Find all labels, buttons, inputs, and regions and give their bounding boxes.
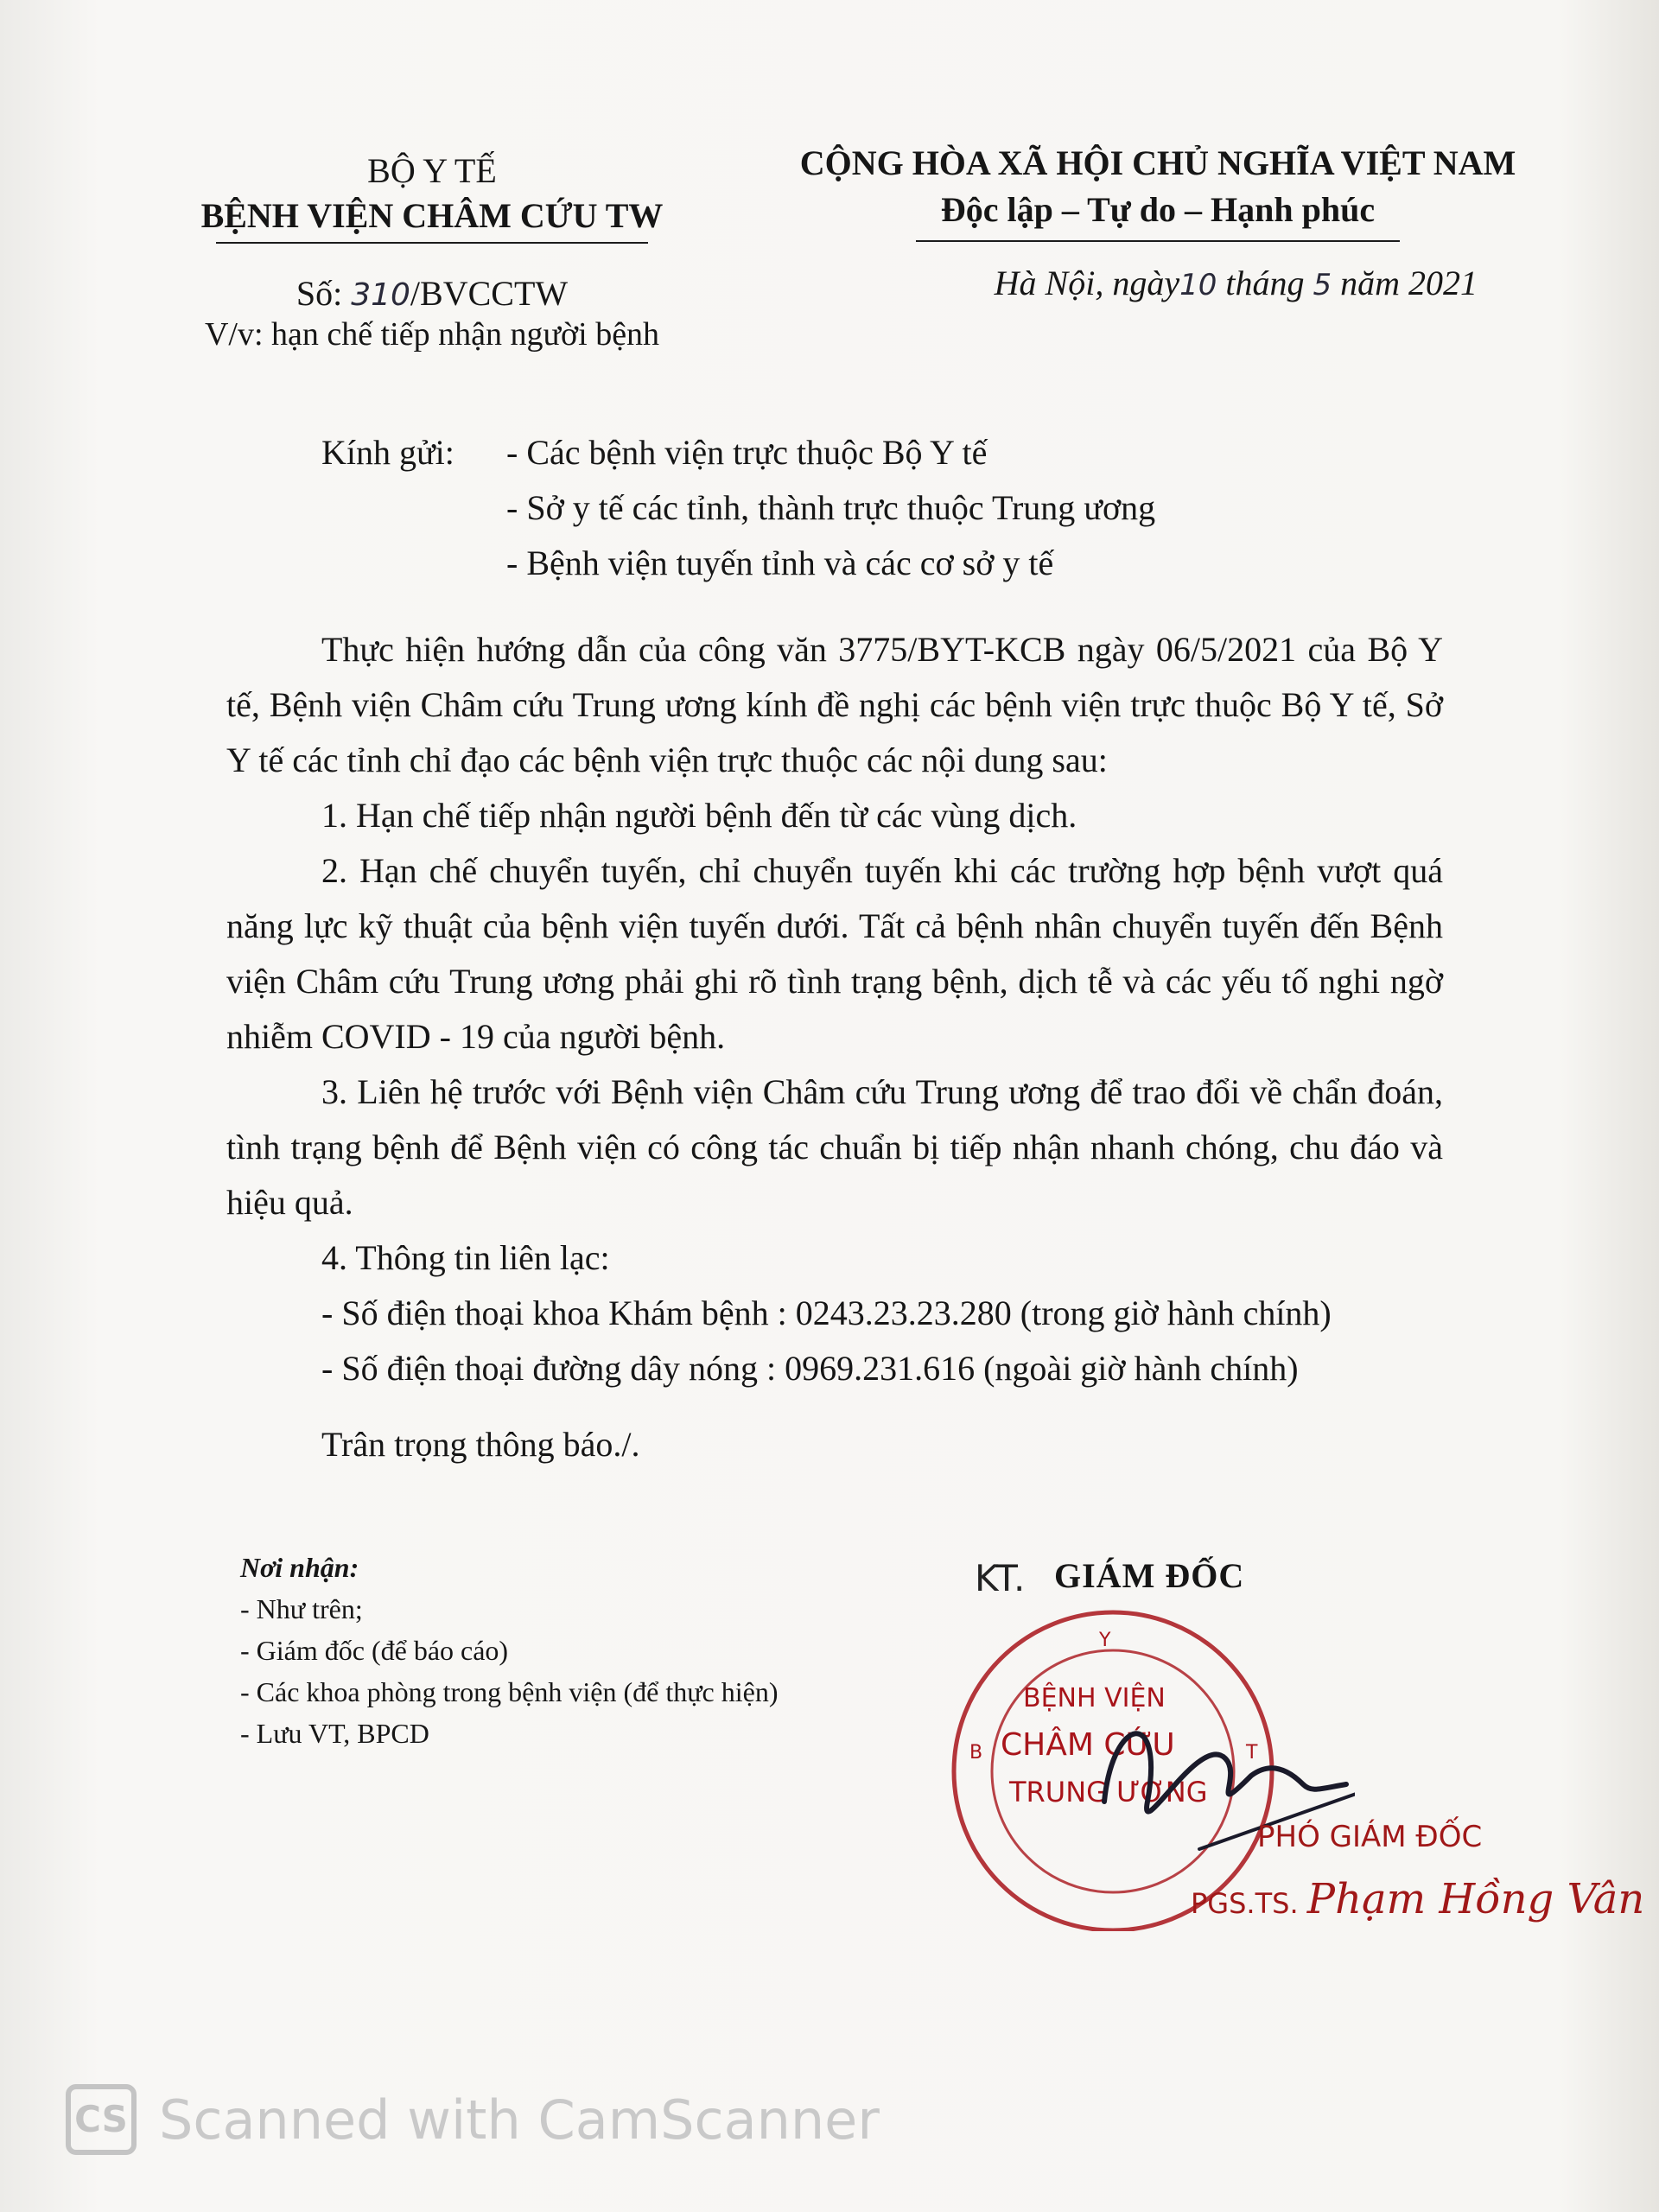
header-left — [138, 149, 726, 244]
header-right-underline — [916, 240, 1400, 242]
noi-nhan-item: - Như trên; — [240, 1593, 363, 1624]
seal-line-3: TRUNG ƯƠNG — [1009, 1776, 1208, 1808]
recipients-label: Kính gửi: — [321, 433, 454, 472]
recipient-item: - Bệnh viện tuyến tỉnh và các cơ sở y tế — [506, 543, 1054, 582]
camscanner-watermark — [66, 2084, 880, 2155]
contact-phone-exam: - Số điện thoại khoa Khám bệnh : 0243.23.23.280 (trong giờ hành chính) — [321, 1294, 1332, 1332]
body-intro: Thực hiện hướng dẫn của công văn 3775/BYT-KCB ngày 06/5/2021 của Bộ Y tế, Bệnh viện Châm cứu Trung ương kính đề nghị các bệnh viện trực thuộc Bộ Y tế, Sở Y tế các tỉnh chỉ đạo các bệnh viện trực thuộc các nội dung sau: — [226, 630, 1443, 779]
doc-number-handwritten: 310 — [351, 277, 410, 313]
signer-name-block — [1191, 1875, 1644, 1923]
contact-phone-hotline: - Số điện thoại đường dây nóng : 0969.231.616 (ngoài giờ hành chính) — [321, 1349, 1299, 1388]
body-item-2: 2. Hạn chế chuyển tuyến, chỉ chuyển tuyến khi các trường hợp bệnh vượt quá năng lực kỹ thuật của bệnh viện tuyến dưới. Tất cả bệnh nhân chuyển tuyến đến Bệnh viện Châm cứu Trung ương phải ghi rõ tình trạng bệnh, dịch tễ và các yếu tố nghi ngờ nhiễm COVID - 19 của người bệnh. — [226, 851, 1443, 1056]
noi-nhan-item: - Giám đốc (để báo cáo) — [240, 1635, 509, 1666]
hospital-name: BỆNH VIỆN CHÂM CỨU TW — [200, 196, 664, 235]
noi-nhan-item: - Các khoa phòng trong bệnh viện (để thực hiện) — [240, 1676, 779, 1707]
national-motto: Độc lập – Tự do – Hạnh phúc — [940, 190, 1376, 229]
ministry-name: BỘ Y TẾ — [367, 151, 497, 190]
signer-name: Phạm Hồng Vân — [1306, 1875, 1645, 1923]
recipient-item: - Sở y tế các tỉnh, thành trực thuộc Trung ương — [506, 488, 1156, 527]
date-day: 10 — [1179, 268, 1217, 302]
doc-number-prefix: Số: — [296, 274, 343, 313]
header-left-underline — [216, 242, 648, 244]
document-date — [907, 261, 1478, 308]
seal-ring-left: B — [969, 1742, 983, 1764]
seal-line-1: BỆNH VIỆN — [1023, 1683, 1166, 1713]
signer-prefix: PGS.TS. — [1191, 1887, 1299, 1920]
noi-nhan-item: - Lưu VT, BPCD — [240, 1718, 429, 1749]
seal-ring-right: T — [1246, 1742, 1258, 1764]
header-right — [726, 140, 1590, 242]
signer-position: PHÓ GIÁM ĐỐC — [1257, 1820, 1483, 1854]
document-subject: V/v: hạn chế tiếp nhận người bệnh — [204, 316, 660, 353]
recipient-item: - Các bệnh viện trực thuộc Bộ Y tế — [506, 433, 988, 472]
date-month-label: tháng — [1225, 264, 1305, 302]
date-year: năm 2021 — [1340, 264, 1478, 302]
noi-nhan-title: Nơi nhận: — [240, 1552, 359, 1583]
body-item-4: 4. Thông tin liên lạc: — [321, 1238, 610, 1277]
country-name: CỘNG HÒA XÃ HỘI CHỦ NGHĨA VIỆT NAM — [799, 143, 1516, 182]
date-month: 5 — [1313, 268, 1332, 302]
document-number — [138, 271, 726, 318]
signer-title: GIÁM ĐỐC — [1054, 1556, 1245, 1595]
seal-ring-top: Y — [1099, 1630, 1111, 1651]
camscanner-logo-icon: CS — [66, 2084, 137, 2155]
body-item-1: 1. Hạn chế tiếp nhận người bệnh đến từ các vùng dịch. — [321, 796, 1077, 835]
kt-handwritten: KT. — [975, 1557, 1026, 1599]
doc-number-suffix: /BVCCTW — [410, 274, 569, 313]
recipients-footer — [240, 1547, 779, 1754]
body-item-3: 3. Liên hệ trước với Bệnh viện Châm cứu Trung ương để trao đổi về chẩn đoán, tình trạng bệnh để Bệnh viện có công tác chuẩn bị tiếp nhận nhanh chóng, chu đáo và hiệu quả. — [226, 1072, 1443, 1222]
seal-line-2: CHÂM CỨU — [1001, 1727, 1175, 1763]
recipients-list — [506, 425, 1155, 591]
camscanner-text: Scanned with CamScanner — [159, 2088, 880, 2152]
closing-line: Trân trọng thông báo./. — [321, 1425, 640, 1464]
date-place: Hà Nội, ngày — [994, 264, 1180, 302]
document-body — [226, 622, 1443, 1472]
